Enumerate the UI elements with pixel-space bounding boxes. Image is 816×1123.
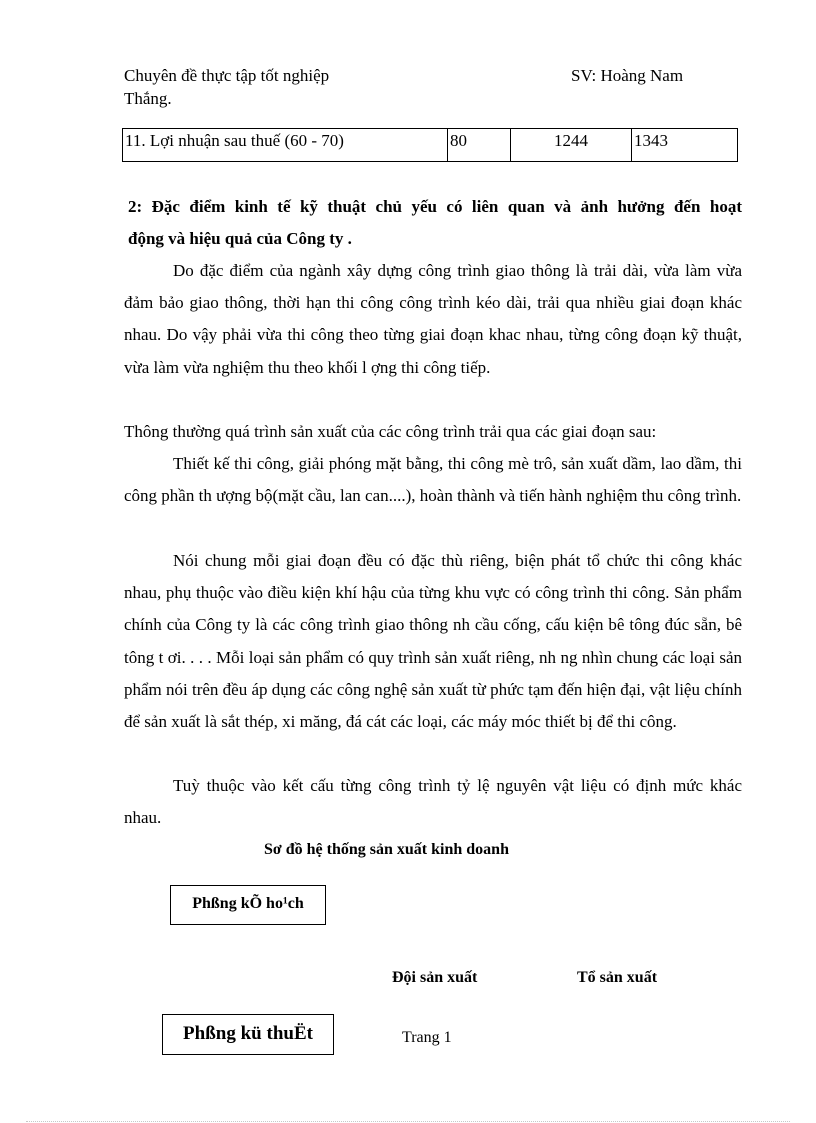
paragraph-1: Do đặc điểm của ngành xây dựng công trình giao thông là trải dài, vừa làm vừa đảm bảo giao thông, thời hạn thi công công trình kéo dài, trải qua nhiều giai đoạn khác nhau. Do vậy phải vừa thi công theo từng giai đoạn khac nhau, từng công đoạn kỹ thuật, vừa làm vừa nghiệm thu theo khối l ợng thi công tiếp. bbox=[124, 261, 742, 377]
table-row bbox=[123, 129, 738, 162]
header-name-continuation: Thắng. bbox=[124, 89, 172, 108]
results-table bbox=[122, 128, 738, 162]
header-course-title: Chuyên đề thực tập tốt nghiệp bbox=[124, 66, 330, 85]
header-student-name: SV: Hoàng Nam bbox=[571, 66, 684, 85]
paragraph-2: Thông thường quá trình sản xuất của các công trình trải qua các giai đoạn sau: bbox=[124, 422, 657, 441]
table-cell-value-2: 1343 bbox=[632, 129, 738, 162]
table-cell-code: 80 bbox=[448, 129, 511, 162]
paragraph-5: Tuỳ thuộc vào kết cấu từng công trình tỷ lệ nguyên vật liệu có định mức khác nhau. bbox=[124, 776, 742, 828]
section-heading bbox=[128, 191, 742, 255]
page-bottom-divider bbox=[26, 1121, 790, 1122]
label-production-team: Đội sản xuất bbox=[392, 969, 478, 986]
section-heading-line2: động và hiệu quả của Công ty . bbox=[128, 229, 352, 249]
box-planning-department: Phßng kÕ ho¹ch bbox=[170, 885, 326, 925]
diagram-title: Sơ đồ hệ thống sản xuất kinh doanh bbox=[264, 841, 509, 858]
page-number: Trang 1 bbox=[402, 1029, 452, 1046]
box-technical-department: Phßng kü thuËt bbox=[162, 1014, 334, 1055]
paragraph-4: Nói chung mỗi giai đoạn đều có đặc thù riêng, biện phát tổ chức thi công khác nhau, phụ thuộc vào điều kiện khí hậu của từng khu vực có công trình thi công. Sản phẩm chính của Công ty là các công trình giao thông nh cầu cống, cấu kiện bê tông đúc sẵn, bê tông t ơi. . . . Mỗi loại sản phẩm có quy trình sản xuất riêng, nh ng nhìn chung các loại sản phẩm nói trên đều áp dụng các công nghệ sản xuất từ phức tạm đến hiện đại, vật liệu chính để sản xuất là sắt thép, xi măng, đá cát các loại, các máy móc thiết bị để thi công. bbox=[124, 551, 742, 732]
table-cell-label: 11. Lợi nhuận sau thuế (60 - 70) bbox=[123, 129, 448, 162]
section-heading-line1: 2: Đặc điểm kinh tế kỹ thuật chủ yếu có liên quan và ảnh hưởng đến hoạt bbox=[128, 197, 742, 216]
table-cell-value-1: 1244 bbox=[511, 129, 632, 162]
label-production-group: Tổ sản xuất bbox=[577, 969, 658, 986]
paragraph-3: Thiết kế thi công, giải phóng mặt bằng, thi công mè trô, sản xuất dầm, lao dầm, thi công phần th ượng bộ(mặt cầu, lan can....), hoàn thành và tiến hành nghiệm thu công trình. bbox=[124, 454, 742, 506]
